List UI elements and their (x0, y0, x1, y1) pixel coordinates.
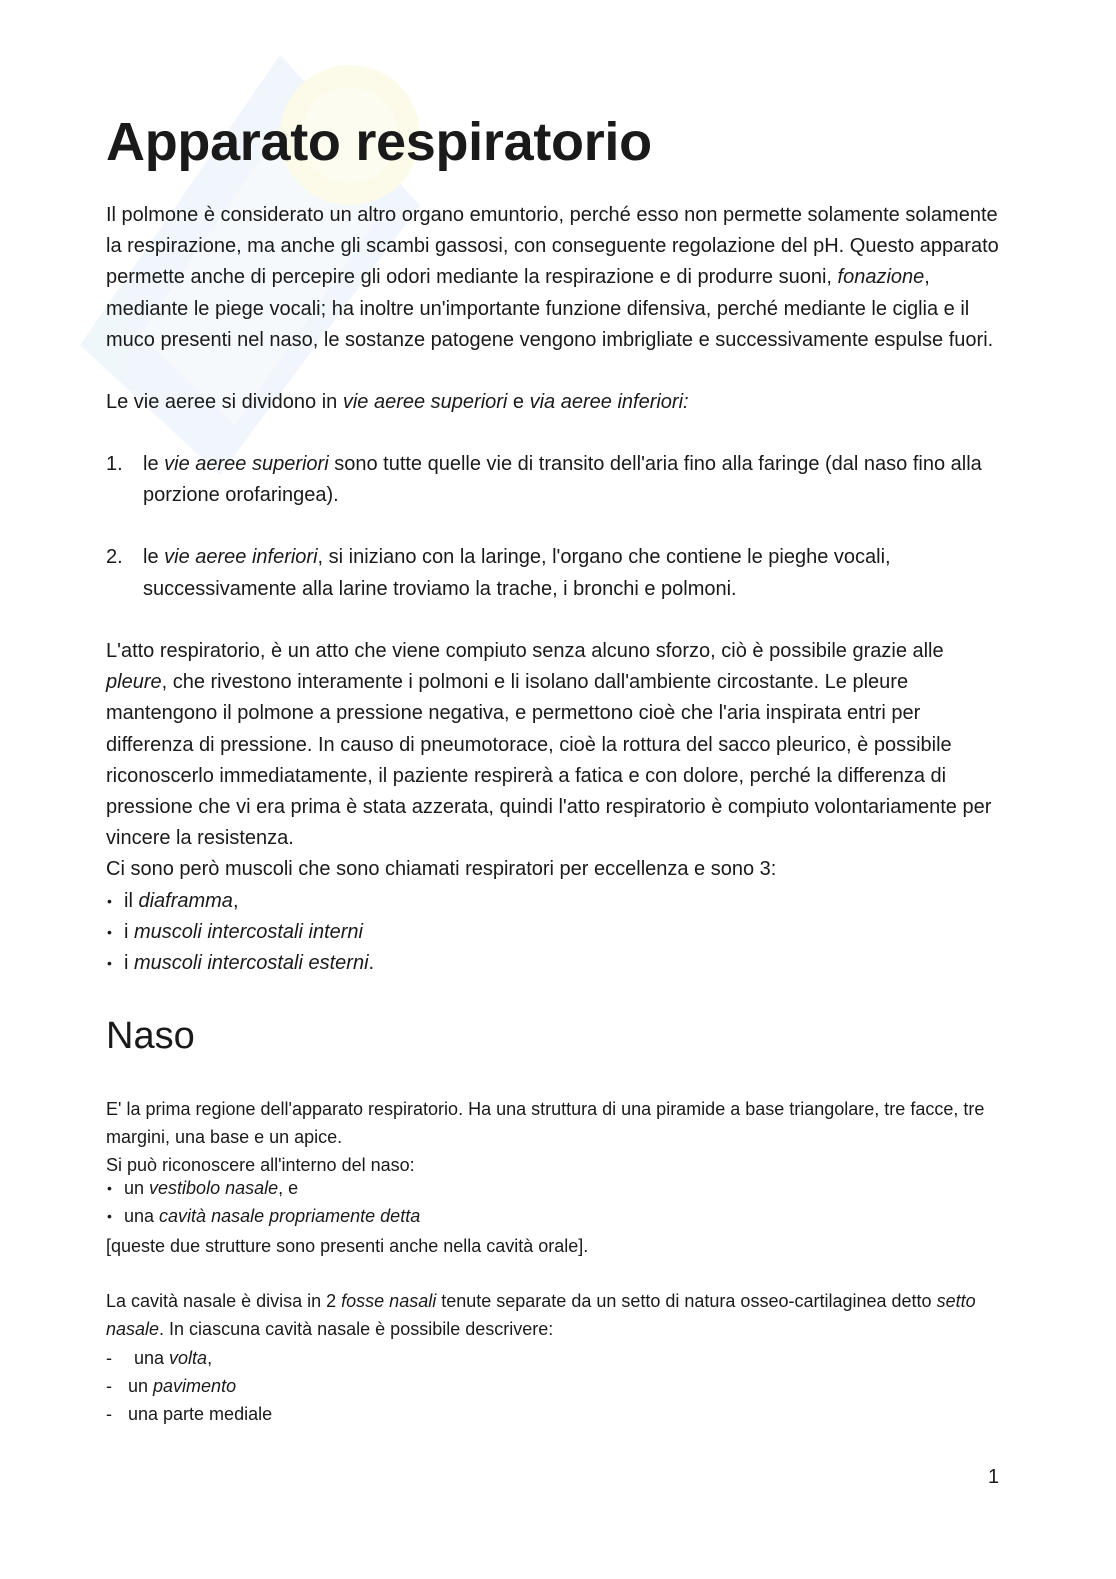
nasal-cavity-paragraph: La cavità nasale è divisa in 2 fosse nasali tenute separate da un setto di natura osseo-cartilaginea detto setto nasale. In ciascuna cavità nasale è possibile descrivere: (106, 1291, 976, 1340)
naso-structures-list (106, 1174, 1006, 1230)
airways-intro: Le vie aeree si dividono in vie aeree superiori e via aeree inferiori: (106, 391, 689, 413)
nasal-parts-list (106, 1344, 1006, 1429)
page-number: 1 (988, 1466, 1000, 1488)
list-item: • una cavità nasale propriamente detta (107, 1206, 421, 1227)
muscles-list (106, 886, 1006, 980)
pleura-paragraph: L'atto respiratorio, è un atto che viene compiuto senza alcuno sforzo, ciò è possibile grazie alle pleure, che rivestono interamente i polmoni e li isolano dall'ambiente circostante. Le pleure mantengono il polmone a pressione negativa, e permettono cioè che l'aria inspirata entri per differenza di pressione. In causo di pneumotorace, cioè la rottura del sacco pleurico, è possibile riconoscerlo immediatamente, il paziente respirerà a fatica e con dolore, perché la differenza di pressione che vi era prima è stata azzerata, quindi l'atto respiratorio è compiuto volontariamente per vincere la resistenza. Ci sono però muscoli che sono chiamati respiratori per eccellenza e sono 3: (106, 640, 992, 881)
list-item: - una volta, (106, 1348, 213, 1368)
list-item: • il diaframma, (107, 890, 239, 912)
section-heading-naso: Naso (106, 1015, 195, 1057)
airways-list (106, 449, 1006, 605)
list-item: • i muscoli intercostali esterni. (107, 952, 375, 975)
list-item: 2. le vie aeree inferiori, si iniziano con la laringe, l'organo che contiene le pieghe vocali, successivamente alla larine troviamo la trache, i bronchi e polmoni. (106, 546, 891, 600)
list-item: 1. le vie aeree superiori sono tutte quelle vie di transito dell'aria fino alla faringe (dal naso fino alla porzione orofaringea). (106, 453, 982, 507)
list-item: • i muscoli intercostali interni (107, 921, 363, 944)
page-title: Apparato respiratorio (106, 112, 652, 172)
list-item: • un vestibolo nasale, e (107, 1178, 299, 1198)
naso-paragraph: E' la prima regione dell'apparato respiratorio. Ha una struttura di una piramide a base triangolare, tre facce, tre margini, una base e un apice. Si può riconoscere all'interno del naso: (106, 1099, 985, 1176)
list-item: - un pavimento (106, 1376, 237, 1397)
list-item: - una parte mediale (106, 1404, 273, 1425)
intro-paragraph: Il polmone è considerato un altro organo emuntorio, perché esso non permette solamente solamente la respirazione, ma anche gli scambi gassosi, con conseguente regolazione del pH. Questo apparato permette anche di percepire gli odori mediante la respirazione e di produrre suoni, fonazione, mediante le piege vocali; ha inoltre un'importante funzione difensiva, perché mediante le ciglia e il muco presenti nel naso, le sostanze patogene vengono imbrigliate e successivamente espulse fuori. (106, 204, 999, 351)
naso-note: [queste due strutture sono presenti anche nella cavità orale]. (106, 1236, 589, 1256)
